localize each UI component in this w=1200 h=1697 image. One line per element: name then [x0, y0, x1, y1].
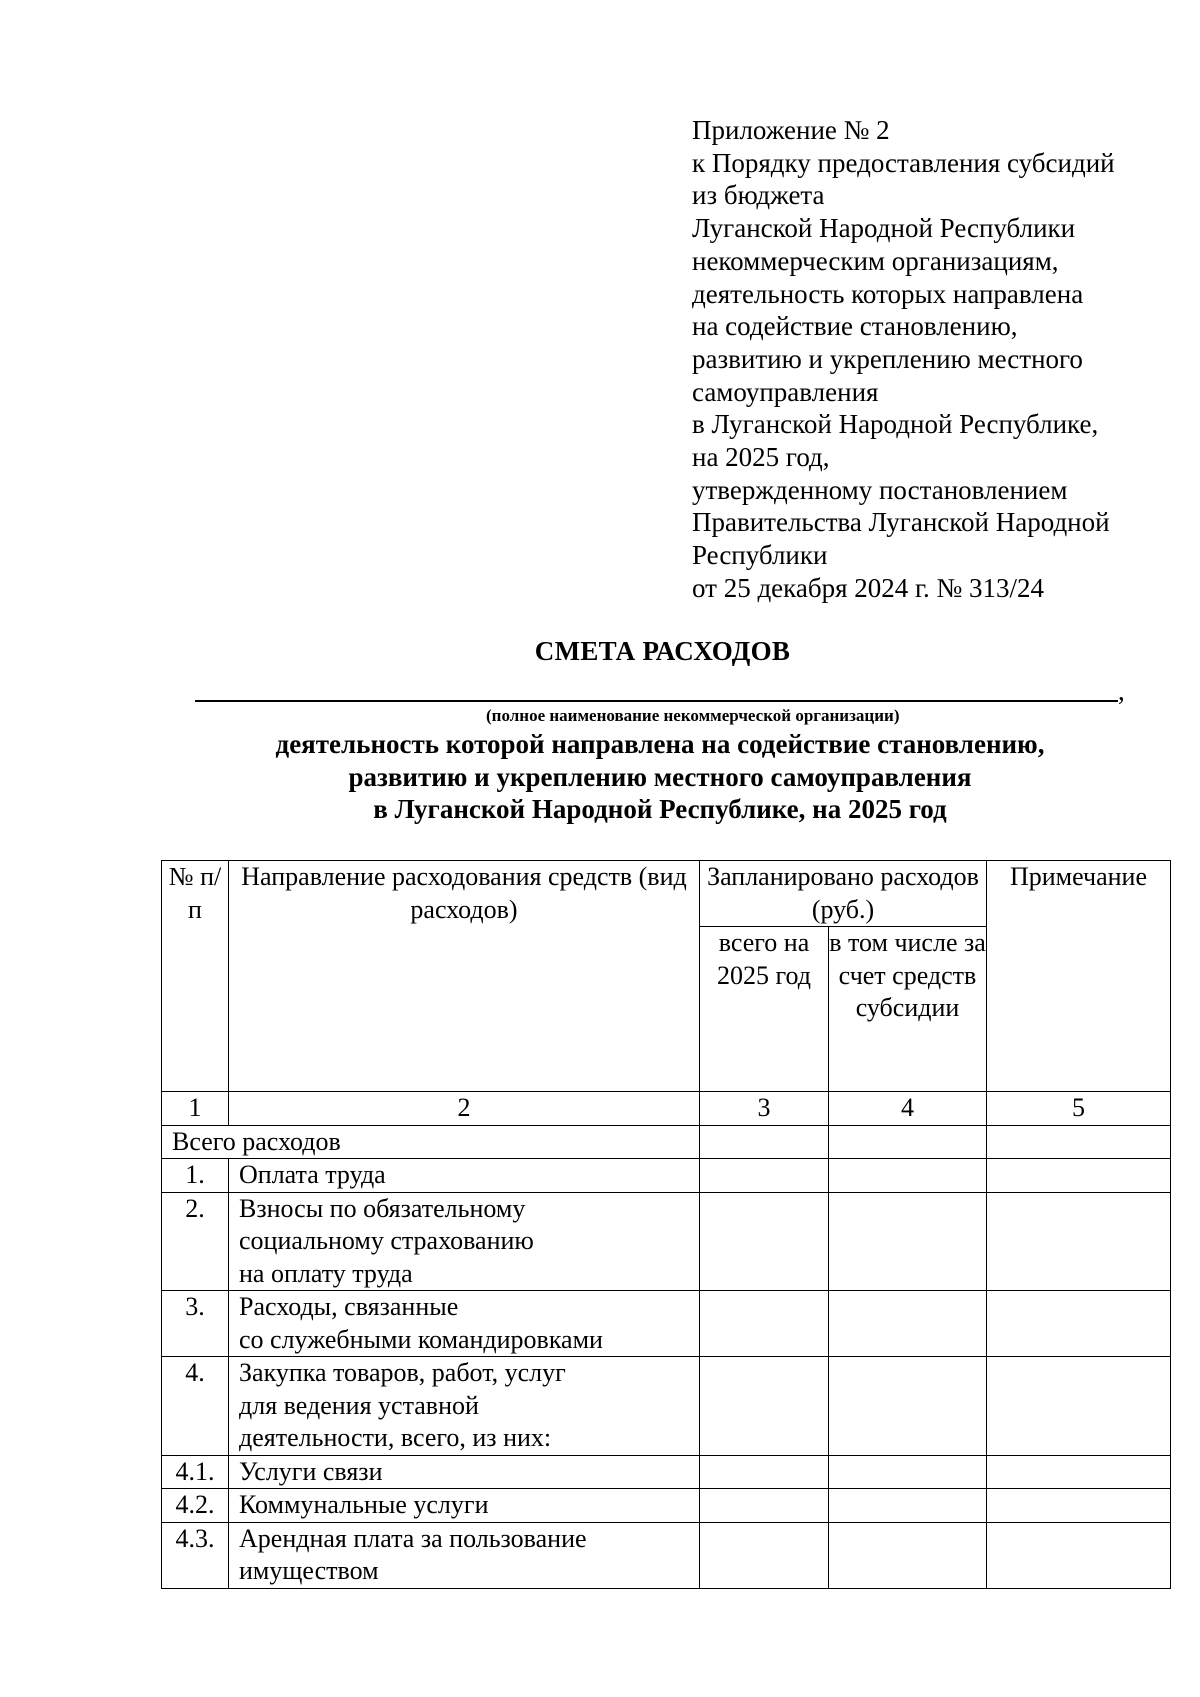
row-name [229, 1489, 700, 1523]
row-name-line: деятельности, всего, из них: [239, 1423, 552, 1452]
row-name-line: Расходы, связанные [239, 1292, 459, 1321]
cell-note[interactable] [987, 1522, 1171, 1588]
cell-subsidy[interactable] [829, 1125, 987, 1159]
table-row [162, 1489, 1171, 1523]
cell-total[interactable] [700, 1522, 829, 1588]
row-name-line: Арендная плата за пользование [239, 1523, 587, 1553]
row-name [229, 1192, 700, 1291]
table-row [162, 1357, 1171, 1456]
row-num: 2. [162, 1192, 229, 1291]
appendix-line: развитию и укреплению местного [692, 343, 1083, 374]
appendix-line: на 2025 год, [692, 442, 830, 473]
header-note: Примечание [987, 861, 1171, 1092]
cell-subsidy[interactable] [829, 1522, 987, 1588]
appendix-line: в Луганской Народной Республике, [692, 409, 1099, 440]
cell-subsidy[interactable] [829, 1159, 987, 1193]
cell-note[interactable] [987, 1291, 1171, 1357]
row-name-line: на оплату труда [239, 1258, 413, 1288]
row-name-line: Коммунальные услуги [239, 1490, 489, 1519]
row-name-line: для ведения уставной [239, 1390, 479, 1420]
cell-note[interactable] [987, 1357, 1171, 1456]
cell-note[interactable] [987, 1159, 1171, 1193]
subtitle-line: в Луганской Народной Республике, на 2025 год [373, 794, 947, 824]
cell-subsidy[interactable] [829, 1192, 987, 1291]
row-name [229, 1522, 700, 1588]
header-num: № п/п [162, 861, 229, 1092]
appendix-line: Правительства Луганской Народной [692, 507, 1110, 538]
cell-total[interactable] [700, 1192, 829, 1291]
row-name-line: Услуги связи [239, 1456, 383, 1486]
cell-total[interactable] [700, 1125, 829, 1159]
row-name-line: Закупка товаров, работ, услуг [239, 1358, 566, 1387]
cell-total[interactable] [700, 1489, 829, 1523]
row-name-line: Взносы по обязательному [239, 1193, 526, 1223]
appendix-line: Республики [692, 540, 828, 571]
appendix-line: утвержденному постановлением [692, 474, 1068, 505]
cell-subsidy[interactable] [829, 1291, 987, 1357]
cell-subsidy[interactable] [829, 1489, 987, 1523]
organization-name-line[interactable] [195, 700, 1118, 702]
table-row-total [162, 1125, 1171, 1159]
cell-note[interactable] [987, 1455, 1171, 1489]
row-name-line: имуществом [239, 1556, 379, 1585]
appendix-line: от 25 декабря 2024 г. № 313/24 [692, 572, 1045, 603]
table-row [162, 1159, 1171, 1193]
row-num: 1. [162, 1159, 229, 1193]
column-index-row [162, 1092, 1171, 1126]
cell-note[interactable] [987, 1192, 1171, 1291]
appendix-line: Луганской Народной Республики [692, 213, 1076, 244]
appendix-block [692, 114, 1172, 605]
row-num: 3. [162, 1291, 229, 1357]
appendix-line: некоммерческим организациям, [692, 245, 1059, 276]
subtitle-line: деятельность которой направлена на содействие становлению, [275, 729, 1045, 759]
column-index: 1 [162, 1092, 229, 1126]
column-index: 5 [987, 1092, 1171, 1126]
row-name [229, 1159, 700, 1193]
appendix-line: на содействие становлению, [692, 311, 1018, 342]
header-subsidy: в том числе за счет средств субсидии [829, 927, 987, 1092]
cell-note[interactable] [987, 1125, 1171, 1159]
cell-note[interactable] [987, 1489, 1171, 1523]
row-name [229, 1357, 700, 1456]
cell-subsidy[interactable] [829, 1455, 987, 1489]
table-row [162, 1455, 1171, 1489]
cell-total[interactable] [700, 1291, 829, 1357]
appendix-line: из бюджета [692, 180, 825, 211]
header-name: Направление расходования средств (вид расходов) [229, 861, 700, 1092]
table-row [162, 1291, 1171, 1357]
column-index: 3 [700, 1092, 829, 1126]
appendix-line: Приложение № 2 [692, 115, 890, 145]
cell-total[interactable] [700, 1455, 829, 1489]
column-index: 2 [229, 1092, 700, 1126]
row-name-line: Оплата труда [239, 1160, 386, 1189]
row-num: 4.3. [162, 1522, 229, 1588]
document-subtitle [100, 728, 1200, 826]
row-name-line: со служебными командировками [239, 1324, 603, 1354]
table-row [162, 1192, 1171, 1291]
row-name-line: социальному страхованию [239, 1226, 534, 1255]
organization-name-hint: (полное наименование некоммерческой организации) [486, 706, 900, 725]
subtitle-line: развитию и укреплению местного самоуправления [348, 761, 972, 792]
expenses-table [161, 860, 1171, 1589]
document-title: СМЕТА РАСХОДОВ [534, 636, 791, 666]
row-name [229, 1455, 700, 1489]
column-index: 4 [829, 1092, 987, 1126]
cell-total[interactable] [700, 1159, 829, 1193]
appendix-line: к Порядку предоставления субсидий [692, 147, 1115, 178]
appendix-line: деятельность которых направлена [692, 278, 1084, 309]
table-row [162, 1522, 1171, 1588]
header-total: всего на 2025 год [700, 927, 829, 1092]
row-name [229, 1291, 700, 1357]
row-num: 4.1. [162, 1455, 229, 1489]
cell-subsidy[interactable] [829, 1357, 987, 1456]
appendix-line: самоуправления [692, 376, 879, 407]
cell-total[interactable] [700, 1357, 829, 1456]
header-planned: Запланировано расходов (руб.) [700, 861, 987, 927]
row-num: 4. [162, 1357, 229, 1456]
row-num: 4.2. [162, 1489, 229, 1523]
total-label: Всего расходов [162, 1125, 700, 1159]
organization-line-comma: , [1118, 676, 1125, 706]
